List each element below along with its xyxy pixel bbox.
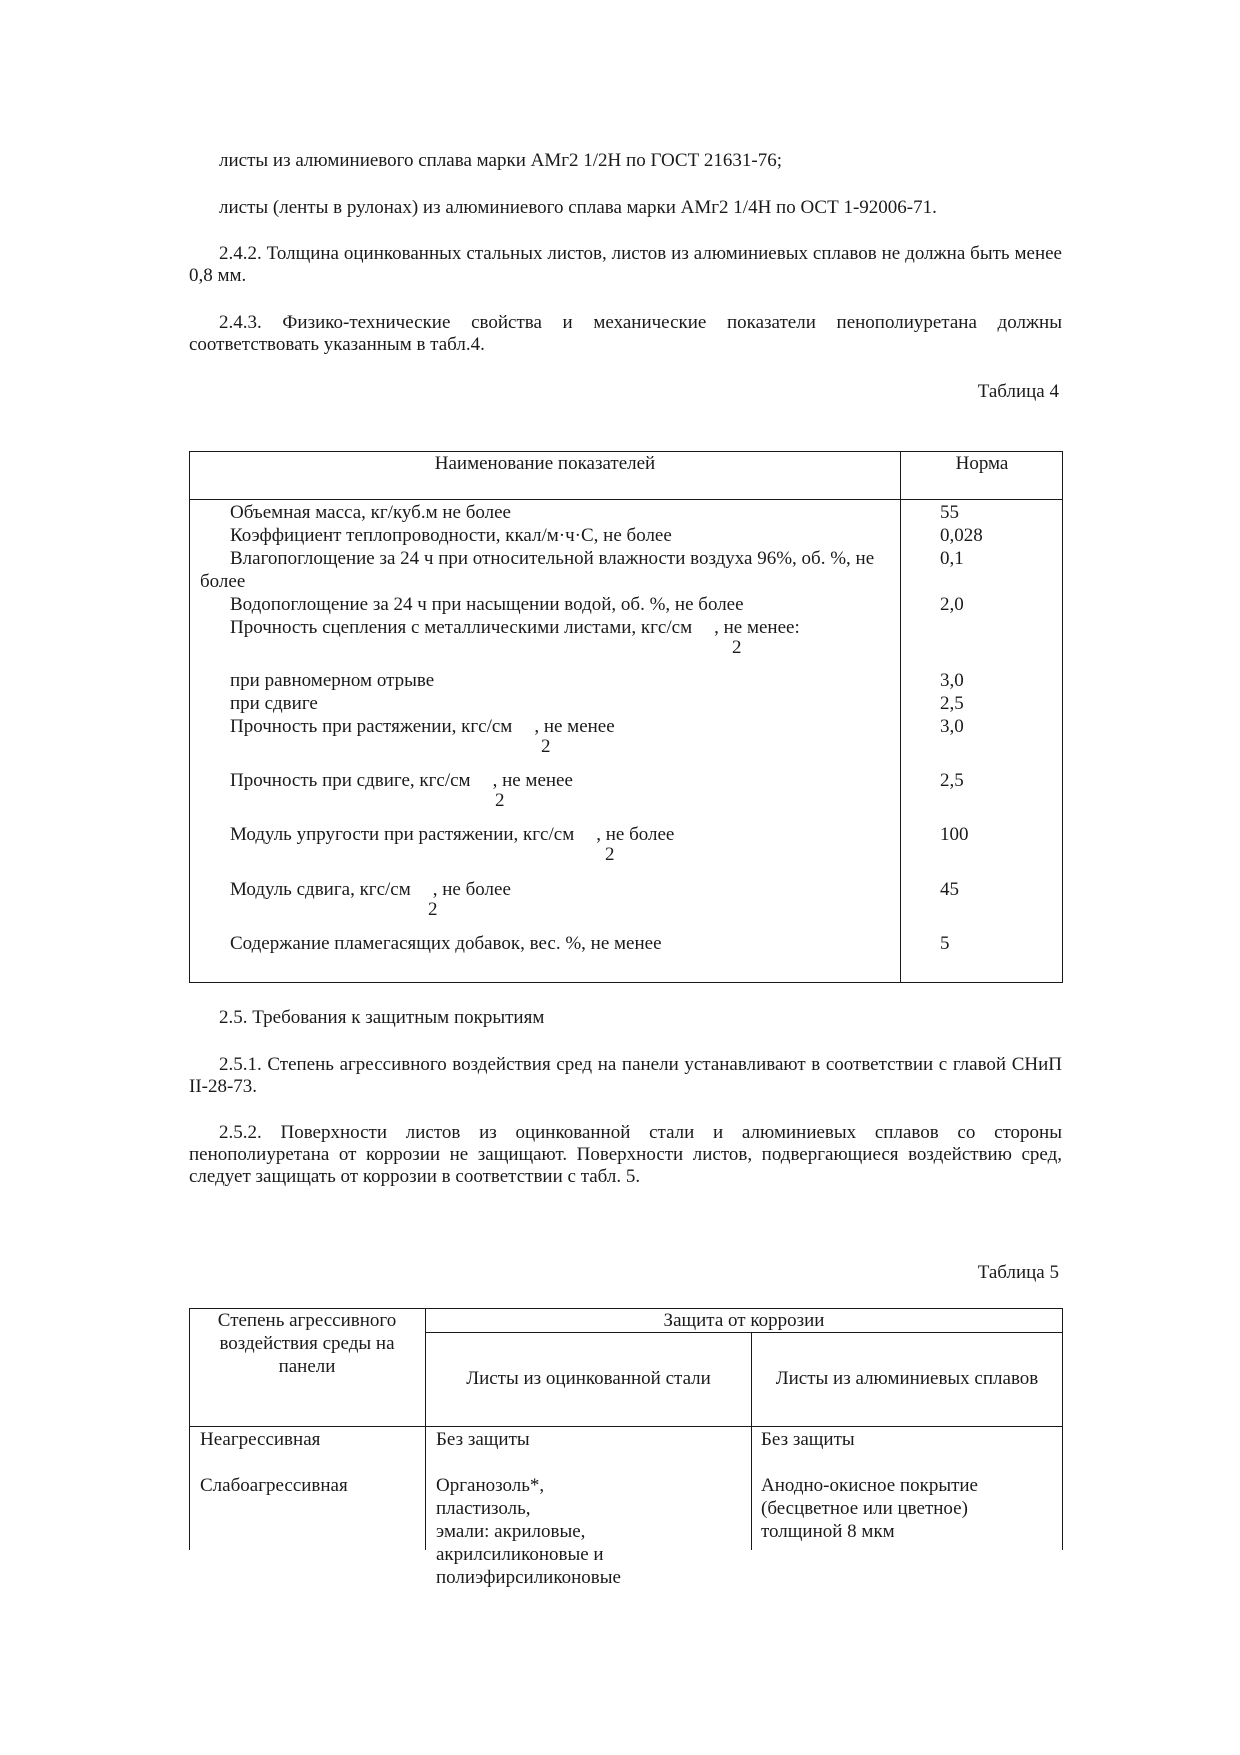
header-divider [190, 499, 1062, 500]
section-heading [189, 1007, 1062, 1029]
properties-table [189, 451, 1063, 983]
column-divider [900, 452, 901, 982]
row-name-suffix: , не менее [534, 716, 615, 737]
row-value: 45 [940, 879, 959, 900]
row-degree: Неагрессивная [200, 1429, 321, 1450]
table-caption: Таблица 5 [977, 1262, 1059, 1283]
row-value: 3,0 [940, 670, 964, 691]
row-name [230, 878, 890, 920]
superscript: 2 [541, 736, 551, 757]
paragraph [189, 1122, 1062, 1188]
row-steel: Без защиты [436, 1429, 530, 1450]
row-name [230, 715, 890, 757]
row-steel-line: эмали: акриловые, [436, 1521, 586, 1542]
row-aluminum-line: толщиной 8 мкм [761, 1521, 895, 1542]
row-name-text: Модуль сдвига, кгс/см [230, 879, 411, 900]
column-header-protection: Защита от коррозии [663, 1310, 825, 1331]
row-name [230, 769, 890, 811]
row-name-text: Прочность при растяжении, кгс/см [230, 716, 513, 737]
row-steel-line: пластизоль, [436, 1498, 531, 1519]
border-left [189, 1308, 190, 1550]
row-value: 2,0 [940, 594, 964, 615]
column-header-name: Наименование показателей [434, 453, 656, 474]
paragraph [189, 243, 1062, 287]
row-value: 0,028 [940, 525, 983, 546]
row-value: 5 [940, 933, 950, 954]
row-aluminum [761, 1474, 978, 1543]
row-name-suffix: , не более [432, 879, 511, 900]
paragraph [189, 150, 1062, 172]
paragraph-text: листы (ленты в рулонах) из алюминиевого сплава марки АМг2 1/4Н по ОСТ 1-92006-71. [219, 197, 937, 218]
row-name: Водопоглощение за 24 ч при насыщении водой, об. %, не более [230, 594, 744, 615]
row-value: 100 [940, 824, 969, 845]
row-aluminum-line: (бесцветное или цветное) [761, 1498, 968, 1519]
row-value: 3,0 [940, 716, 964, 737]
column-divider [751, 1332, 752, 1550]
row-name: Коэффициент теплопроводности, ккал/м·ч·С, не более [230, 525, 672, 546]
paragraph [189, 312, 1062, 356]
row-name-suffix: , не менее: [714, 617, 800, 638]
column-header-steel: Листы из оцинкованной стали [466, 1368, 711, 1389]
row-value: 2,5 [940, 693, 964, 714]
row-name [230, 616, 890, 658]
corrosion-table [189, 1308, 1063, 1588]
column-header-value: Норма [955, 453, 1009, 474]
paragraph-text: 2.5. Требования к защитным покрытиям [219, 1007, 545, 1028]
row-steel [436, 1474, 621, 1589]
row-aluminum-line: Анодно-окисное покрытие [761, 1475, 978, 1496]
row-name: Влагопоглощение за 24 ч при относительной влажности воздуха 96%, об. %, не более [200, 548, 875, 592]
paragraph [189, 1054, 1062, 1098]
row-name: Содержание пламегасящих добавок, вес. %, не менее [230, 933, 662, 954]
row-name: Объемная масса, кг/куб.м не более [230, 502, 511, 523]
paragraph [189, 197, 1062, 219]
row-aluminum: Без защиты [761, 1429, 855, 1450]
row-steel-line: Органозоль*, [436, 1475, 545, 1496]
row-name-text: Прочность при сдвиге, кгс/см [230, 770, 471, 791]
row-degree: Слабоагрессивная [200, 1475, 348, 1496]
row-steel-line: акрилсиликоновые и [436, 1544, 604, 1565]
row-name: при сдвиге [230, 693, 318, 714]
row-name-suffix: , не более [596, 824, 675, 845]
column-header-degree: Степень агрессивного воздействия среды на панели [217, 1310, 397, 1377]
superscript: 2 [428, 899, 438, 920]
superscript: 2 [495, 790, 505, 811]
header-divider [189, 1426, 1063, 1427]
row-name-text: Модуль упругости при растяжении, кгс/см [230, 824, 575, 845]
column-divider [425, 1308, 426, 1550]
row-value: 55 [940, 502, 959, 523]
paragraph-text: листы из алюминиевого сплава марки АМг2 1/2Н по ГОСТ 21631-76; [219, 150, 783, 171]
paragraph-text: 2.5.2. Поверхности листов из оцинкованной стали и алюминиевых сплавов со стороны пенополиуретана от коррозии не защищают. Поверхности листов, подвергающиеся воздействию сред, следует защищать от коррозии в соответствии с табл. 5. [189, 1122, 1062, 1187]
superscript: 2 [605, 844, 615, 865]
row-name-suffix: , не менее [492, 770, 573, 791]
paragraph-text: 2.5.1. Степень агрессивного воздействия сред на панели устанавливают в соответствии с главой СНиП II-28-73. [189, 1054, 1062, 1097]
paragraph-text: 2.4.2. Толщина оцинкованных стальных листов, листов из алюминиевых сплавов не должна быть менее 0,8 мм. [189, 243, 1062, 286]
paragraph-text: 2.4.3. Физико-технические свойства и механические показатели пенополиуретана должны соответствовать указанным в табл.4. [189, 312, 1062, 355]
table-caption: Таблица 4 [977, 381, 1059, 402]
row-value: 2,5 [940, 770, 964, 791]
row-name-text: Прочность сцепления с металлическими листами, кгс/см [230, 617, 693, 638]
row-name: при равномерном отрыве [230, 670, 435, 691]
border-right [1062, 1308, 1063, 1550]
superscript: 2 [732, 637, 742, 658]
subheader-divider [425, 1332, 1063, 1333]
row-steel-line: полиэфирсиликоновые [436, 1567, 621, 1588]
column-header-aluminum: Листы из алюминиевых сплавов [775, 1368, 1039, 1389]
row-value: 0,1 [940, 548, 964, 569]
row-name [230, 823, 890, 865]
